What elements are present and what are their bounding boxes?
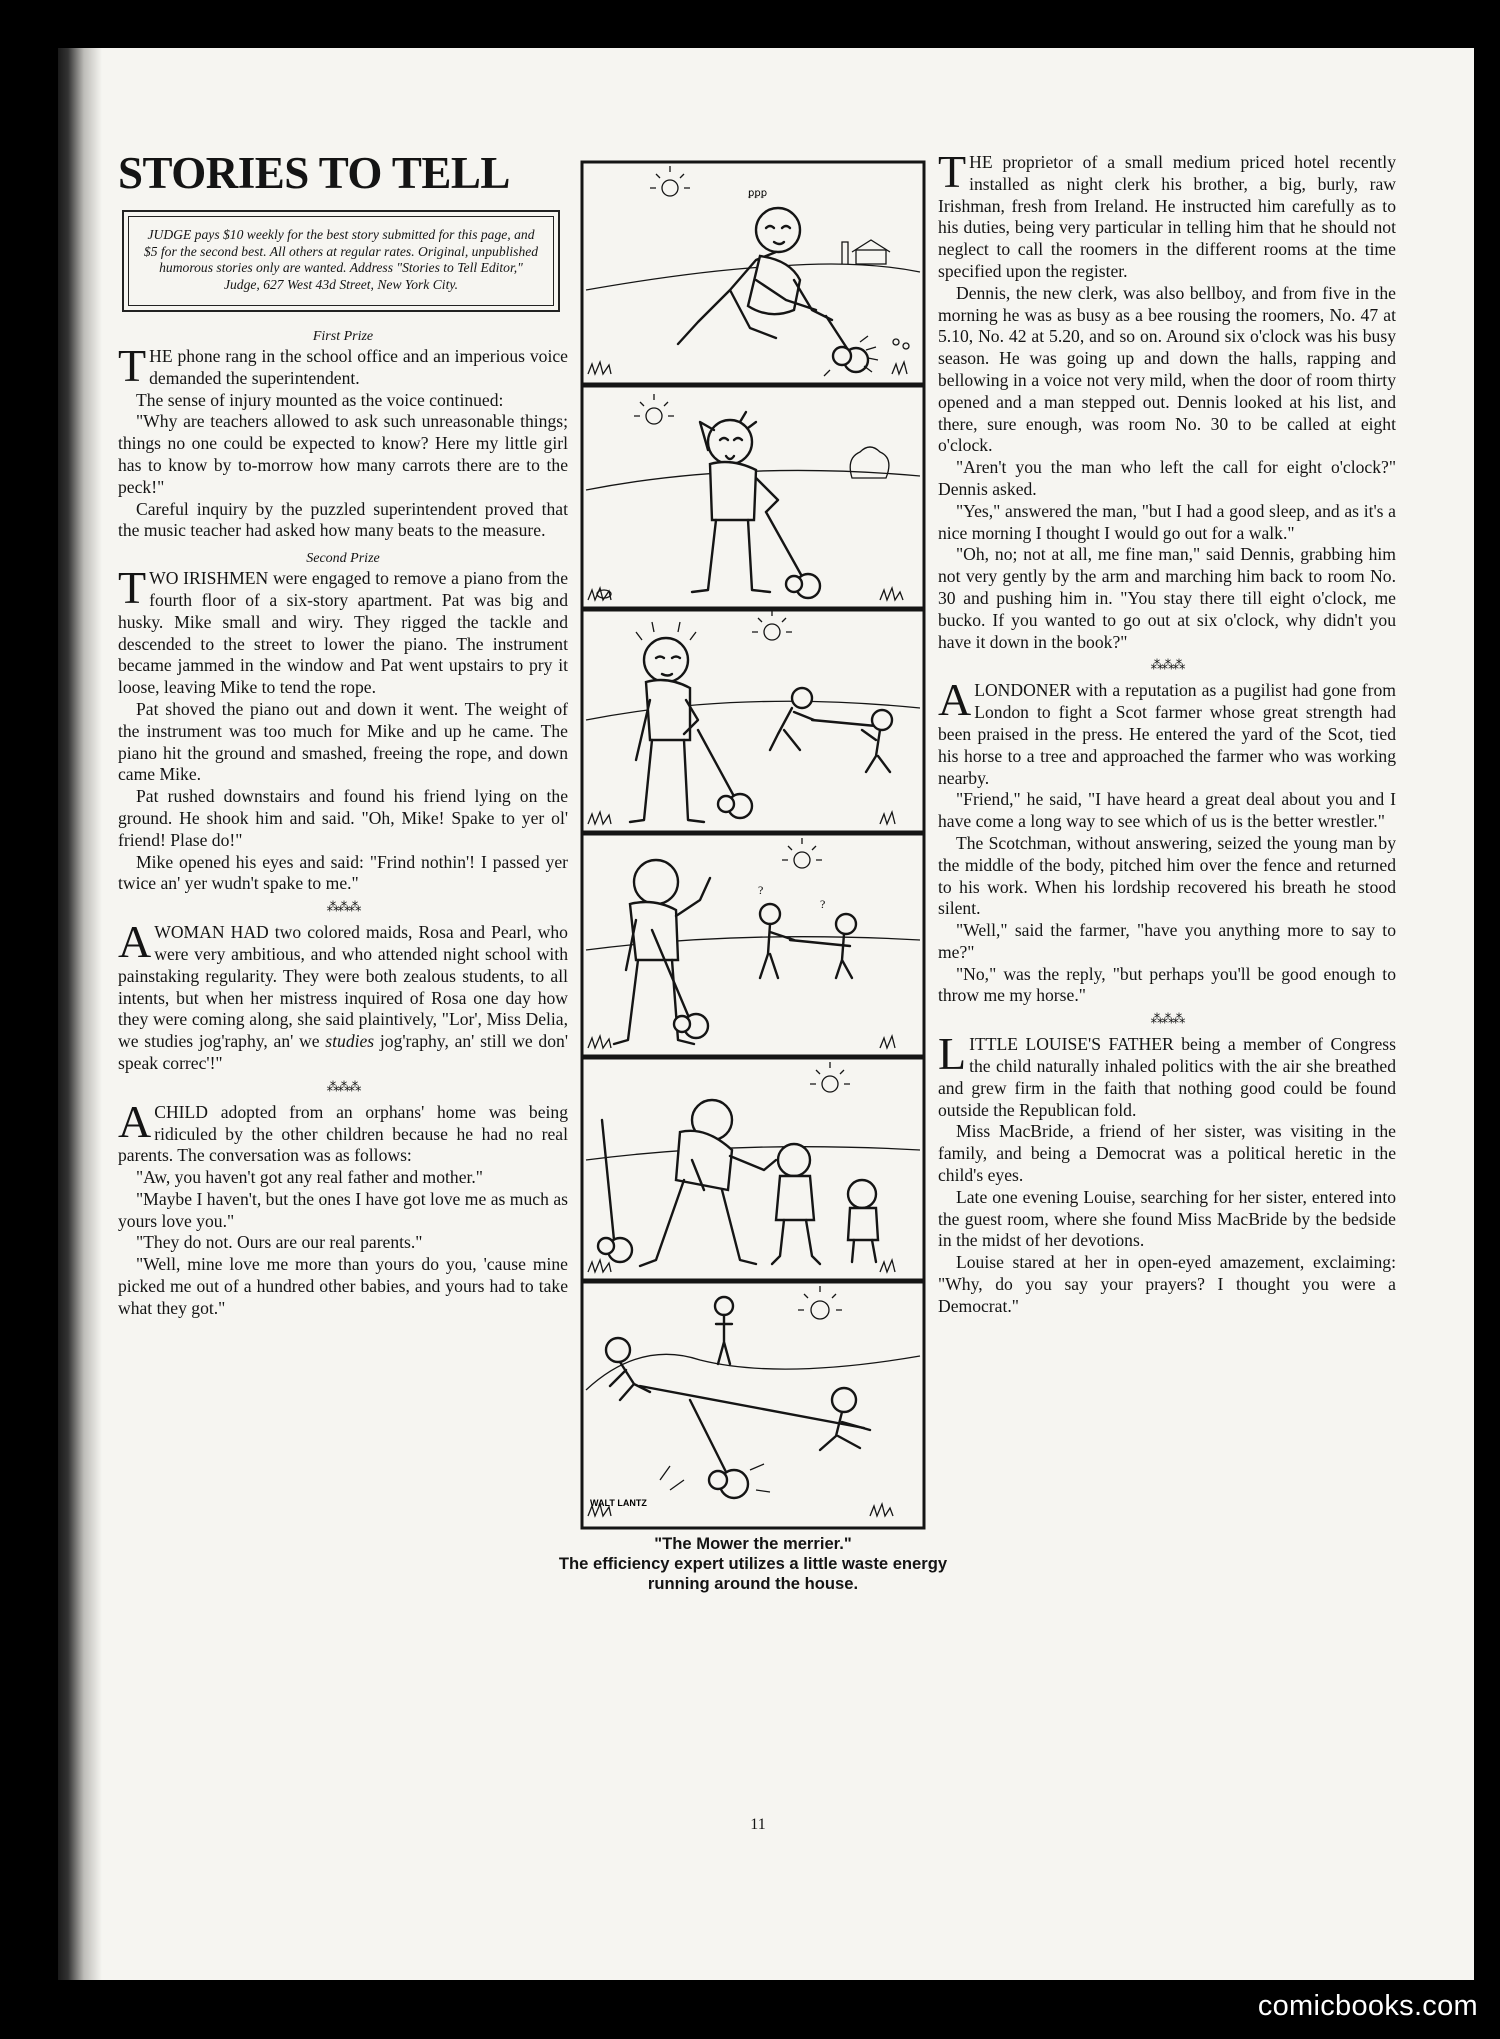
drop-cap: T	[938, 146, 967, 197]
story-first-prize	[118, 328, 568, 542]
story-paragraph: Pat rushed downstairs and found his friend lying on the ground. He shook him and said. "Oh, Mike! Spake to yer ol' friend! Plase do!"	[118, 786, 568, 850]
story-little-louise	[938, 1028, 1396, 1317]
story-paragraph: Miss MacBride, a friend of her sister, was visiting in the family, and being a Democrat was a political heretic in the child's eyes.	[938, 1121, 1396, 1186]
story-paragraph: "Yes," answered the man, "but I had a good sleep, and as it's a nice morning I thought I would go out for a walk."	[938, 500, 1396, 543]
story-paragraph: "Well, mine love me more than yours do you, 'cause mine picked me out of a hundred other babies, and yours had to take what they got."	[118, 1254, 568, 1318]
contest-notice-box	[122, 210, 560, 312]
prize-label: Second Prize	[306, 551, 380, 567]
story-paragraph: "Why are teachers allowed to ask such unreasonable things; things no one could be expected to know? Here my little girl has to know by to-morrow how many carrots there are to the peck!"	[118, 411, 568, 497]
story-lead: being a member of Congress the child naturally inhaled politics with the air she breathed and grew firm in the faith that nothing good could be found outside the Republican fold.	[938, 1034, 1396, 1120]
small-caps-lead: HE	[969, 152, 993, 172]
cartoon-panel-6	[582, 1282, 924, 1528]
small-caps-lead: ITTLE LOUISE'S FATHER	[969, 1034, 1174, 1055]
magazine-page	[58, 48, 1474, 1980]
emphasis-word: studies	[325, 1031, 375, 1052]
small-caps-lead: HE	[149, 346, 173, 366]
prize-label: First Prize	[312, 329, 374, 344]
story-paragraph: "Aren't you the man who left the call for eight o'clock?" Dennis asked.	[938, 457, 1396, 499]
drop-cap: A	[118, 1095, 152, 1147]
svg-text:?: ?	[820, 897, 826, 911]
story-paragraph: Late one evening Louise, searching for her sister, entered into the guest room, where she found Miss MacBride by the bedside in the midst of her devotions.	[938, 1186, 1396, 1251]
drop-cap: L	[938, 1028, 967, 1080]
svg-text:?: ?	[758, 883, 764, 897]
story-paragraph: Dennis, the new clerk, was also bellboy, and from five in the morning he was as busy as a bee rousing the roomers, No. 47 at 5.10, No. 42 at 5.20, and so on. Around six o'clock was his busy season. He was going up and down the halls, rapping and bellowing in a voice not very mild, when the door of room thirty opened and a man stepped out. Dennis looked at his list, and there, sure enough, was room No. 30 to be called at eight o'clock.	[938, 282, 1396, 456]
story-separator-ornament: ⁂⁂⁂	[326, 899, 360, 915]
cartoon-strip	[580, 160, 926, 1530]
story-lead: two colored maids, Rosa and Pearl, who were very ambitious, and who attended night school with painstaking regularity. They were both zealous students, to all intents, but when her mistress inquired of Rosa one day how they were coming along, she said plaintively, "Lor', Miss Delia, we studies jog'raphy, an' we	[118, 922, 568, 1052]
cartoon-caption-title: "The Mower the merrier."	[654, 1534, 852, 1553]
story-paragraph: Mike opened his eyes and said: "Frind nothin'! I passed yer twice an' yer wudn't spake to me."	[118, 851, 568, 894]
story-paragraph: The Scotchman, without answering, seized the young man by the middle of the body, pitched him over the fence and returned to his work. When his lordship recovered his breath he stood silent.	[938, 832, 1396, 919]
story-lead: adopted from an orphans' home was being ridiculed by the other children because he had no real parents. The conversation was as follows:	[118, 1101, 568, 1166]
right-column	[938, 146, 1396, 1318]
artist-signature: WALT LANTZ	[590, 1498, 647, 1508]
story-paragraph: Careful inquiry by the puzzled superintendent proved that the music teacher had asked how many beats to the measure.	[118, 498, 568, 541]
small-caps-lead: WOMAN HAD	[154, 922, 269, 943]
story-separator-ornament: ⁂⁂⁂	[326, 1078, 360, 1094]
story-paragraph: "They do not. Ours are our real parents."	[136, 1232, 423, 1253]
story-paragraph: "Well," said the farmer, "have you anything more to say to me?"	[938, 920, 1396, 962]
story-lead: phone rang in the school office and an imperious voice demanded the superintendent.	[149, 346, 568, 388]
story-adopted-child	[118, 1095, 568, 1320]
small-caps-lead: LONDONER	[974, 680, 1071, 701]
cartoon-caption-text: The efficiency expert utilizes a little waste energy running around the house.	[558, 1554, 948, 1593]
contest-notice-text: JUDGE pays $10 weekly for the best story submitted for this page, and $5 for the second best. All others at regular rates. Original, unpublished humorous stories only are wanted. Address "Stories to Tell Editor," Judge, 627 West 43d Street, New York City.	[128, 216, 554, 306]
story-lead-end: jog'raphy, an' still we don' speak correc'!"	[118, 1031, 568, 1073]
story-paragraph: "Maybe I haven't, but the ones I have got love me as much as yours love you."	[118, 1188, 568, 1231]
site-watermark: comicbooks.com	[1257, 1990, 1478, 2022]
story-separator-ornament: ⁂⁂⁂	[1150, 657, 1184, 673]
story-lead: were engaged to remove a piano from the fourth floor of a six-story apartment. Pat was big and husky. Mike small and wiry. They rigged the tackle and descended to the street to lower the piano. The instrument became jammed in the window and Pat went upstairs to pry it loose, leaving Mike to tend the rope.	[118, 568, 569, 698]
story-paragraph: "No," was the reply, "but perhaps you'll be good enough to throw me my horse."	[938, 963, 1396, 1006]
drop-cap: T	[118, 340, 147, 391]
drop-cap: A	[938, 674, 972, 726]
page-number: 11	[750, 1816, 766, 1833]
cartoon-caption	[558, 1534, 948, 1594]
story-lead: proprietor of a small medium priced hotel recently installed as night clerk his brother, a big, burly, raw Irishman, fresh from Ireland. He instructed him carefully as to his duties, being very particular in telling him that he should not neglect to call the roomers in the different rooms at the time specified upon the register.	[938, 152, 1396, 281]
story-paragraph: "Friend," he said, "I have heard a great deal about you and I have come a long way to see which of us is the better wrestler."	[938, 789, 1396, 832]
story-separator-ornament: ⁂⁂⁂	[1150, 1011, 1184, 1027]
story-colored-maids	[118, 916, 568, 1075]
drop-cap: A	[118, 916, 152, 968]
story-paragraph: Pat shoved the piano out and down it went. The weight of the instrument was too much for Mike and up he came. The piano hit the ground and smashed, freeing the rope, and down came Mike.	[118, 698, 568, 785]
page-binding-shadow	[58, 48, 102, 1980]
story-hotel-clerk	[938, 146, 1396, 653]
story-second-prize	[118, 550, 568, 895]
small-caps-lead: WO IRISHMEN	[149, 568, 269, 589]
story-paragraph: "Aw, you haven't got any real father and mother."	[136, 1167, 483, 1188]
story-londoner	[938, 674, 1396, 1007]
small-caps-lead: CHILD	[154, 1101, 208, 1122]
drop-cap: T	[118, 562, 147, 614]
story-paragraph: Louise stared at her in open-eyed amazement, exclaiming: "Why, do you say your prayers? I thought you were a Democrat."	[938, 1252, 1396, 1316]
story-paragraph: "Oh, no; not at all, me fine man," said Dennis, grabbing him not very gently by the arm and marching him back to room No. 30 and pushing him in. "You stay there till eight o'clock, me bucko. If you wanted to go out at six o'clock, why didn't you have it down in the book?"	[938, 544, 1396, 652]
svg-text:ꝑꝑꝑ: ꝑꝑꝑ	[748, 188, 768, 199]
page-title: STORIES TO TELL	[118, 148, 510, 198]
story-lead: with a reputation as a pugilist had gone from London to fight a Scot farmer whose great strength had been praised in the press. He entered the yard of the Scot, tied his horse to a tree and approached the farmer who was working nearby.	[938, 680, 1396, 788]
story-paragraph: The sense of injury mounted as the voice continued:	[136, 389, 504, 410]
left-column	[118, 146, 568, 1320]
